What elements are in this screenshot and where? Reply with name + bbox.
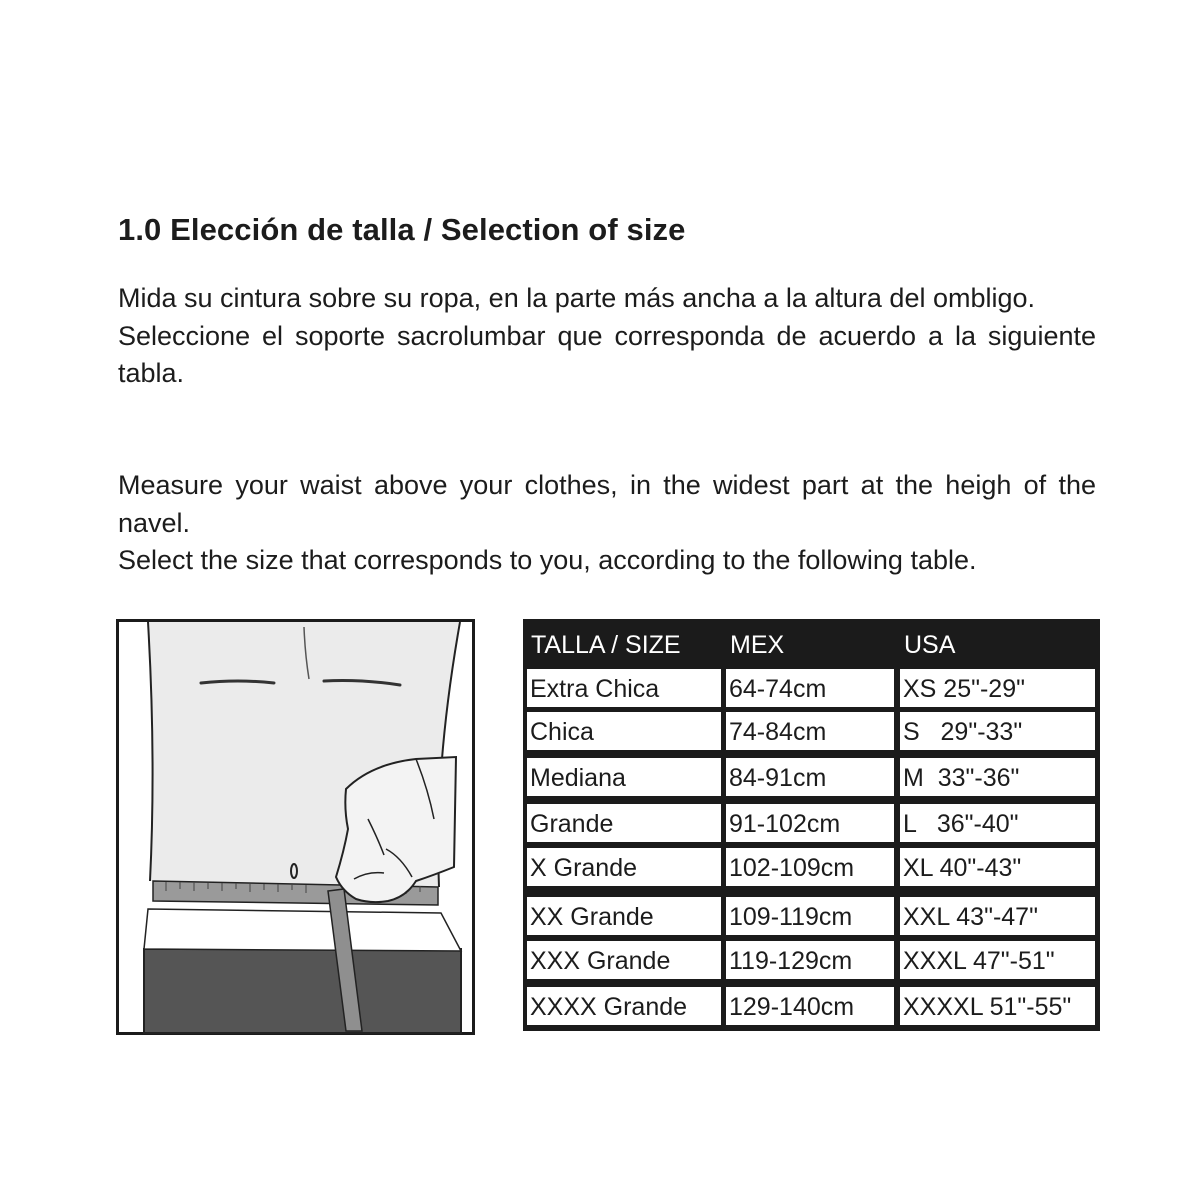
header-mex: MEX [730,631,785,659]
table-cell-talla: XXXX Grande [527,987,721,1025]
table-cell-talla: Grande [527,804,721,842]
table-cell-usa: M 33"-36" [900,758,1095,796]
instructions-en-line2: Select the size that corresponds to you, according to the following table. [118,545,977,575]
table-cell-talla: XXX Grande [527,941,721,979]
table-cell-talla: X Grande [527,848,721,886]
table-cell-talla: Chica [527,712,721,750]
table-cell-talla: Extra Chica [527,669,721,707]
table-cell-usa: XXXXL 51"-55" [900,987,1095,1025]
table-cell-usa: XL 40"-43" [900,848,1095,886]
table-cell-usa: XS 25"-29" [900,669,1095,707]
table-cell-mex: 91-102cm [726,804,894,842]
instructions-spanish [118,280,1096,393]
instructions-es-line2: Seleccione el soporte sacrolumbar que corresponda de acuerdo a la siguiente tabla. [118,320,1096,388]
instructions-en-line1: Measure your waist above your clothes, in the widest part at the heigh of the navel. [118,470,1096,538]
table-header [523,619,1100,667]
table-cell-mex: 64-74cm [726,669,894,707]
table-cell-usa: S 29"-33" [900,712,1095,750]
table-cell-usa: XXXL 47"-51" [900,941,1095,979]
table-cell-usa: XXL 43"-47" [900,897,1095,935]
table-cell-talla: XX Grande [527,897,721,935]
table-cell-usa: L 36"-40" [900,804,1095,842]
table-cell-talla: Mediana [527,758,721,796]
instructions-english [118,467,1096,580]
header-talla: TALLA / SIZE [531,631,681,659]
size-table [523,619,1100,1031]
table-cell-mex: 84-91cm [726,758,894,796]
header-usa: USA [904,631,956,659]
table-cell-mex: 74-84cm [726,712,894,750]
table-cell-mex: 119-129cm [726,941,894,979]
section-title: 1.0 Elección de talla / Selection of size [118,212,686,247]
waist-measurement-figure [116,619,475,1035]
waist-measurement-illustration-icon [116,619,475,1035]
table-cell-mex: 129-140cm [726,987,894,1025]
table-cell-mex: 102-109cm [726,848,894,886]
table-cell-mex: 109-119cm [726,897,894,935]
instructions-es-line1: Mida su cintura sobre su ropa, en la parte más ancha a la altura del ombligo. [118,283,1036,313]
